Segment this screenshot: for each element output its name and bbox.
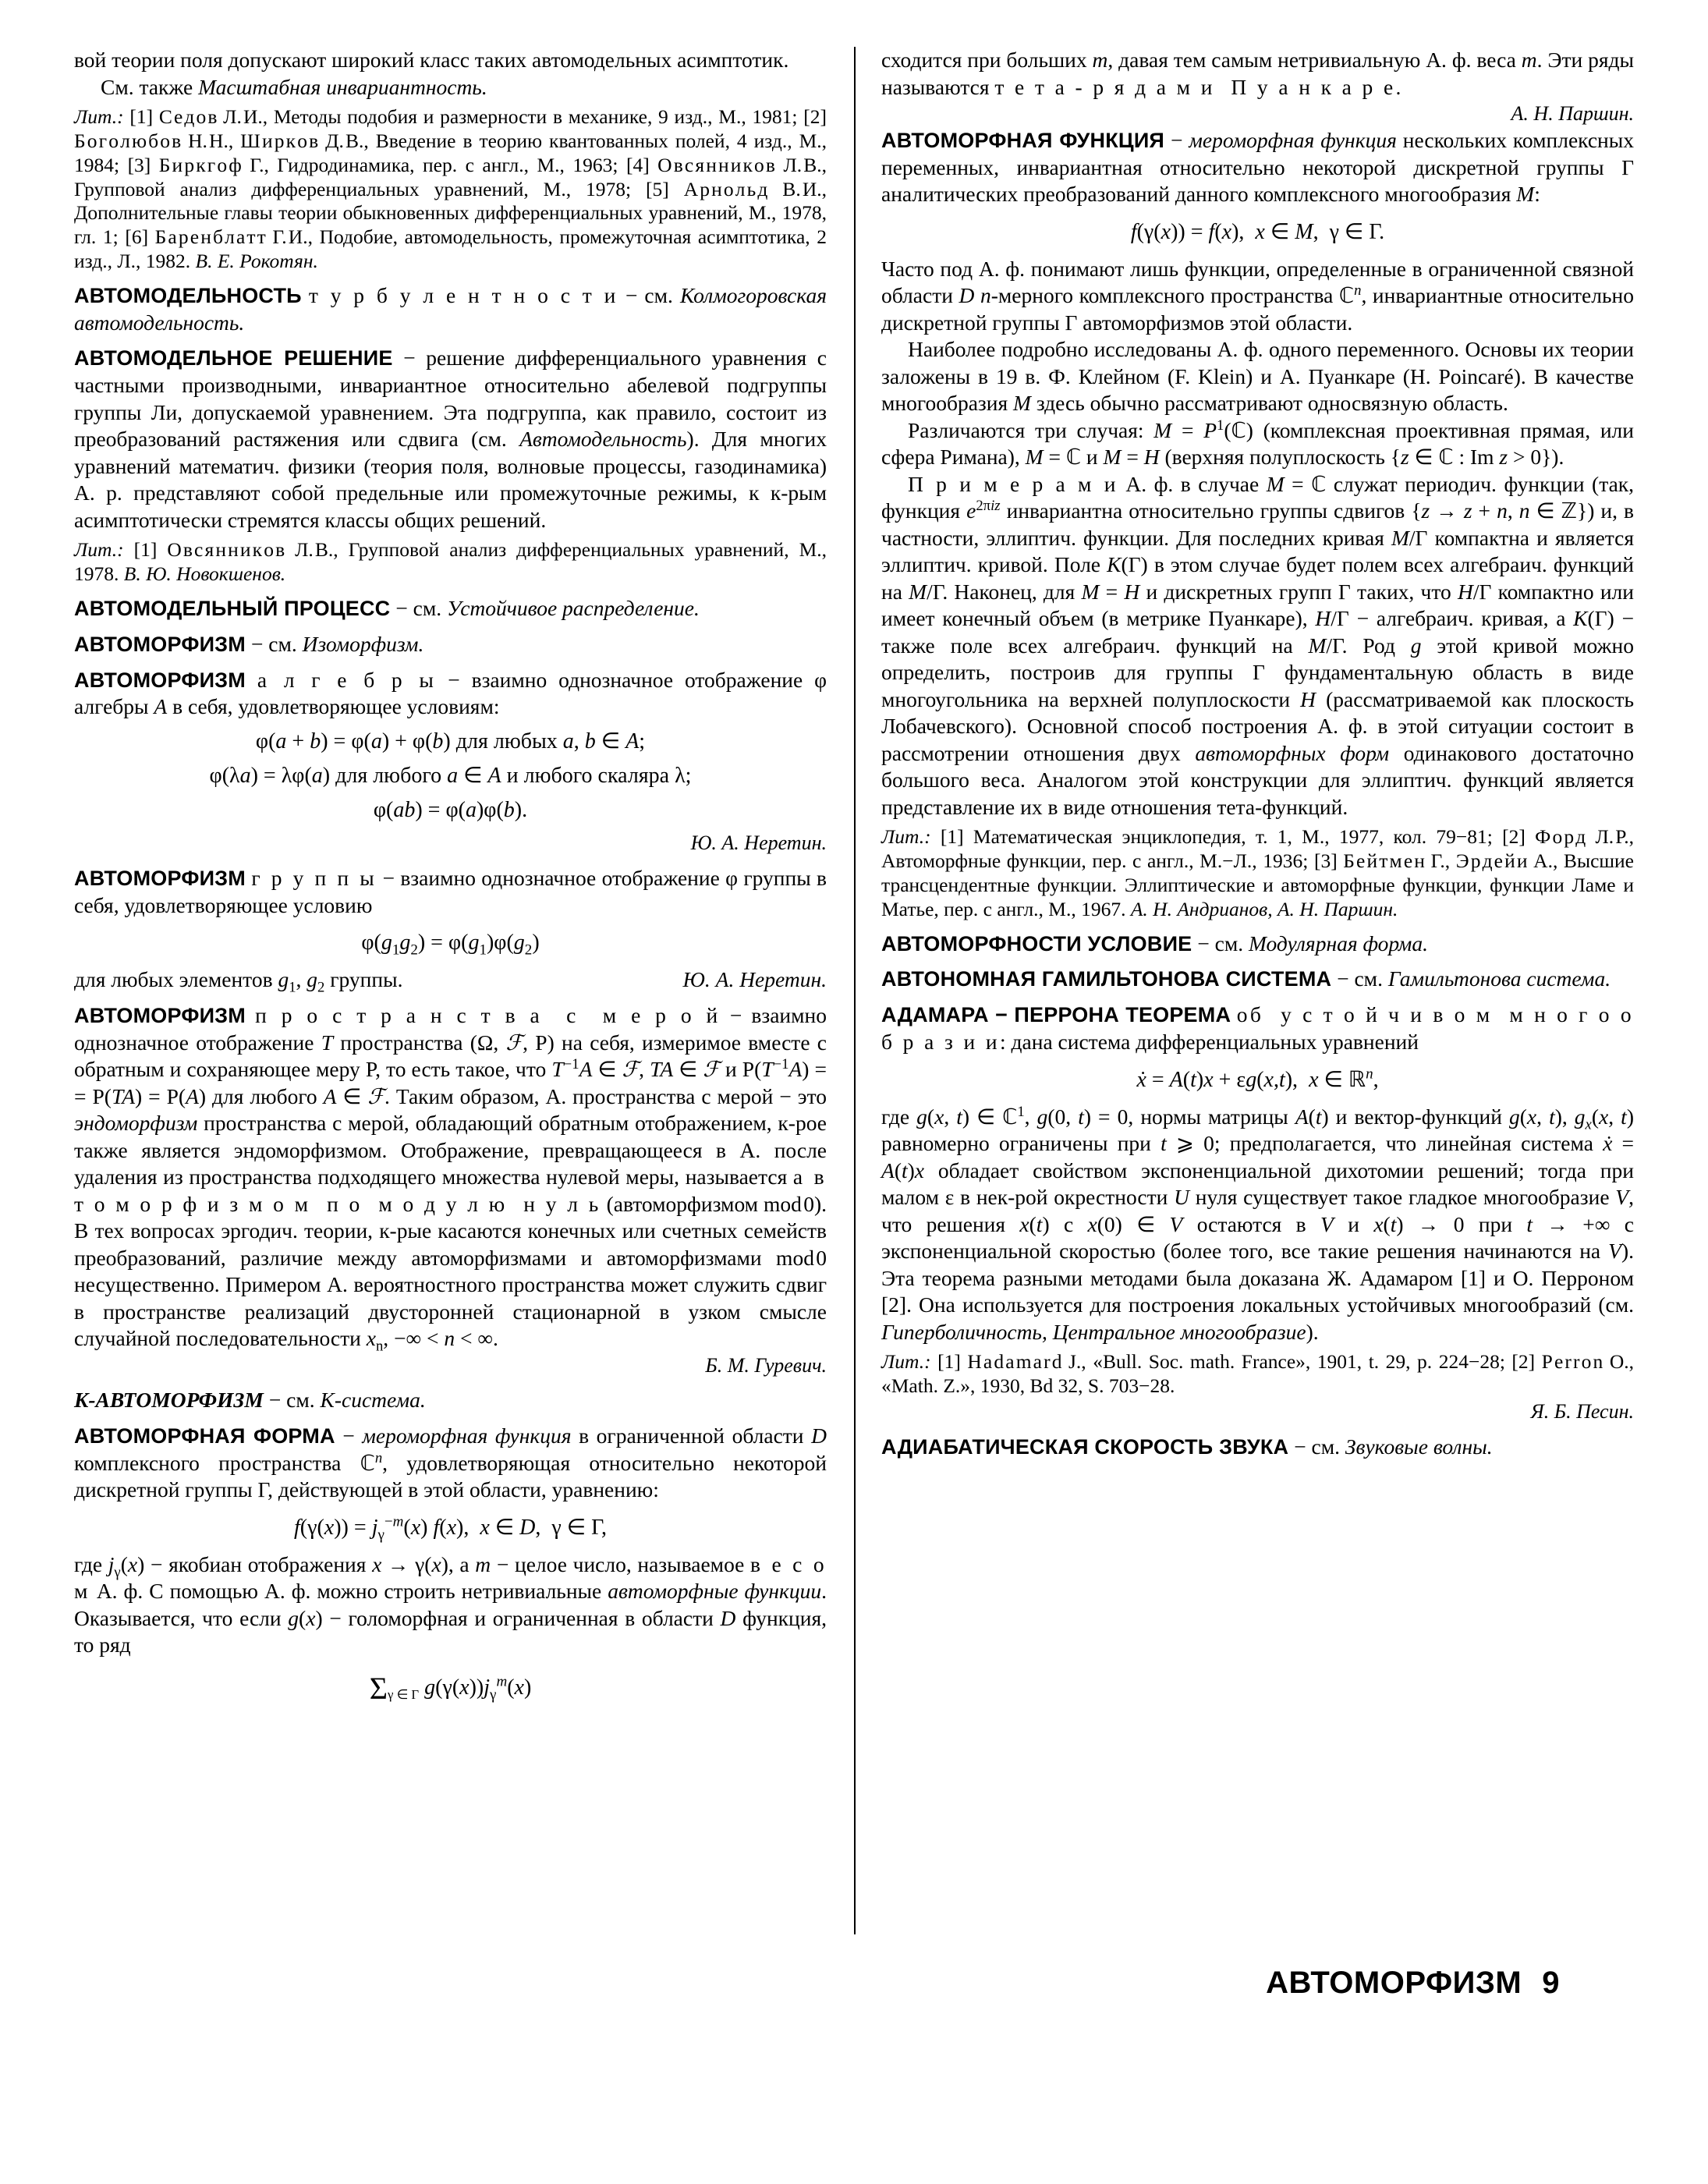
literature-author-1: В. Е. Рокотян. bbox=[195, 250, 318, 273]
entry-headword: АВТОМОДЕЛЬНОЕ РЕШЕНИЕ bbox=[74, 346, 393, 370]
paragraph-three-cases: Различаются три случая: $M = P^1(ℂ)$ (комплексная проективная прямая, или сфера Римана), M = ℂ и M = H (верхняя полуплоскость {z ∈ ℂ : Im z > 0}). bbox=[881, 417, 1634, 470]
entry-avtomodelny-process: АВТОМОДЕЛЬНЫЙ ПРОЦЕСС − см. Устойчивое распределение. bbox=[74, 595, 700, 620]
formula-poincare-series: $\Sigma_{\gamma \in \Gamma}$ $g(\gamma(x))j_\gamma^m(x)$ bbox=[369, 1670, 532, 1706]
entry-headword: АДАМАРА − ПЕРРОНА ТЕОРЕМА bbox=[881, 1003, 1231, 1027]
entry-headword: АВТОМОРФИЗМ bbox=[74, 668, 246, 692]
literature-author-right-2: Я. Б. Песин. bbox=[1530, 1399, 1634, 1423]
entry-tail-automorphic-form: где $j_\gamma(x)$ − якобиан отображения x → γ(x), а m − целое число, называемое в е с о м А. ф. С помощью А. ф. можно строить нетривиальные автоморфные функции. Оказывается, что если g(x) − голоморфная и ограниченная в области D функция, то ряд bbox=[74, 1551, 827, 1658]
two-column-layout bbox=[74, 47, 1634, 2106]
entry-avtomorfnosti-uslovie: АВТОМОРФНОСТИ УСЛОВИЕ − см. Модулярная форма. bbox=[881, 931, 1428, 956]
paragraph-domain-d: Часто под А. ф. понимают лишь функции, определенные в ограниченной связной области D n-мерного комплексного пространства ℂ$^n$, инвариантные относительно дискретной группы Γ автоморфизмов этой области. bbox=[881, 256, 1634, 335]
entry-subhead: п р о с т р а н с т в а с м е р о й bbox=[255, 1002, 721, 1027]
entry-headword: АВТОНОМНАЯ ГАМИЛЬТОНОВА СИСТЕМА bbox=[881, 967, 1332, 991]
entry-headword-italic: K-АВТОМОРФИЗМ bbox=[74, 1388, 264, 1413]
continuation-paragraph: вой теории поля допускают широкий класс таких автомодельных асимптотик. bbox=[74, 48, 789, 72]
entry-avtomorfnaya-funkciya: АВТОМОРФНАЯ ФУНКЦИЯ − мероморфная функция нескольких комплексных переменных, инвариантная относительно некоторой дискретной группы Γ аналитических преобразований данного комплексного многообразия M: bbox=[881, 127, 1634, 206]
entry-headword: АВТОМОРФИЗМ bbox=[74, 1003, 246, 1027]
literature-block-right-1: Лит.: [1] Математическая энциклопедия, т. 1, М., 1977, кол. 79−81; [2] Ф о р д Л. Р., Автоморфные функции, пер. с англ., М.−Л., 1936; [3] Б е й т м е н Г., Э р д е й и А., Высшие трансцендентные функции. Эллиптические и автоморфные функции, функции Ламе и Матье, пер. с англ., М., 1967. А. Н. Андрианов, А. Н. Паршин. bbox=[881, 825, 1634, 920]
entry-author-neretin-1: Ю. А. Неретин. bbox=[690, 831, 827, 855]
right-column bbox=[881, 47, 1634, 1460]
cross-reference: Гиперболичность, Центральное многообразие bbox=[881, 1319, 1306, 1344]
literature-author-2: В. Ю. Новокшенов. bbox=[123, 562, 286, 585]
cross-reference: Звуковые волны. bbox=[1345, 1434, 1493, 1459]
formula-group-automorphism: $\varphi(g_1g_2) = \varphi(g_1)\varphi(g_2)$ bbox=[361, 931, 540, 959]
cross-reference: Колмогоровская автомодельность. bbox=[74, 282, 827, 335]
entry-author-gurevich: Б. М. Гуревич. bbox=[705, 1353, 827, 1377]
entry-headword: АВТОМОДЕЛЬНОСТЬ bbox=[74, 283, 302, 307]
formula-hadamard-perron: ẋ = A(t)x + εg(x,t), x ∈ ℝ$^n$, bbox=[1136, 1065, 1379, 1092]
continuation-paragraph-right: сходится при больших m, давая тем самым нетривиальную А. ф. веса m. Эти ряды называются т е т а - р я д а м и П у а н к а р е. bbox=[881, 48, 1635, 99]
formula-automorphism-scalar: φ(λa) = λφ(a) для любого a ∈ A и любого скаляра λ; bbox=[209, 764, 692, 789]
cross-reference: Изоморфизм. bbox=[302, 631, 424, 656]
entry-tail-group: для любых элементов $g_1$, $g_2$ группы. Ю. А. Неретин. bbox=[74, 967, 827, 996]
entry-avtomodelnost-turbulentnosti: АВТОМОДЕЛЬНОСТЬ т у р б у л е н т н о с т и − см. Колмогоровская автомодельность. bbox=[74, 282, 827, 335]
entry-subhead: об у с т о й ч и в о м м н о г о о б р а з и и bbox=[881, 1002, 1634, 1055]
cross-reference: Модулярная форма. bbox=[1249, 931, 1428, 956]
entry-subhead: г р у п п ы bbox=[251, 865, 377, 890]
formula-automorphic-form: $f(\gamma(x)) = j_\gamma^{-m}(x)$ f(x), x ∈ D, γ ∈ Γ, bbox=[293, 1513, 607, 1544]
formula-automorphic-function: f(γ(x)) = f(x), x ∈ M, γ ∈ Γ. bbox=[1130, 219, 1385, 244]
formula-automorphism-multiplicative: φ(ab) = φ(a)φ(b). bbox=[373, 798, 528, 823]
paragraph-one-variable: Наиболее подробно исследованы А. ф. одного переменного. Основы их теории заложены в 19 в. Ф. Клейном (F. Klein) и А. Пуанкаре (H. Poincaré). В качестве многообразия M здесь обычно рассматривают односвязную область. bbox=[881, 337, 1634, 416]
entry-adamara-perrona-teorema: АДАМАРА − ПЕРРОНА ТЕОРЕМА об у с т о й ч и в о м м н о г о о б р а з и и: дана система дифференциальных уравнений bbox=[881, 1002, 1634, 1055]
entry-avtomorfizm-algebry: АВТОМОРФИЗМ а л г е б р ы − взаимно однозначное отображение φ алгебры A в себя, удовлетворяющее условиям: bbox=[74, 667, 827, 719]
cross-reference: Устойчивое распределение. bbox=[446, 595, 700, 620]
entry-avtomorfizm-gruppy: АВТОМОРФИЗМ г р у п п ы − взаимно однозначное отображение φ группы в себя, удовлетворяющее условию bbox=[74, 865, 827, 917]
entry-avtonomnaya-gamiltonova-sistema: АВТОНОМНАЯ ГАМИЛЬТОНОВА СИСТЕМА − см. Гамильтонова система. bbox=[881, 966, 1611, 991]
page-footer bbox=[807, 1966, 1560, 2001]
entry-headword: АВТОМОРФИЗМ bbox=[74, 632, 246, 656]
entry-avtomorfizm-1: АВТОМОРФИЗМ − см. Изоморфизм. bbox=[74, 631, 424, 656]
entry-adiabaticheskaya-skorost-zvuka: АДИАБАТИЧЕСКАЯ СКОРОСТЬ ЗВУКА − см. Звуковые волны. bbox=[881, 1434, 1493, 1459]
cross-reference: K-система. bbox=[320, 1388, 426, 1413]
entry-avtomorfnaya-forma: АВТОМОРФНАЯ ФОРМА − мероморфная функция в ограниченной области D комплексного пространства ℂ$^n$, удовлетворяющая относительно некоторой дискретной группы Γ, действующей в этой области, уравнению: bbox=[74, 1423, 827, 1502]
entry-headword: АВТОМОРФНАЯ ФОРМА bbox=[74, 1424, 335, 1448]
entry-tail-hadamard-perron: где g(x, t) ∈ ℂ$^1$, g(0, t) = 0, нормы матрицы A(t) и вектор-функций g(x, t), $g_x(x$, t) равномерно ограничены при t ⩾ 0; предполагается, что линейная система ẋ = A(t)x обладает свойством экспоненциальной дихотомии решений; тогда при малом ε в нек-рой окрестности U нуля существует такое гладкое многообразие V, что решения x(t) с x(0) ∈ V остаются в V и x(t) → 0 при t → +∞ с экспоненциальной скоростью (более того, все такие решения начинаются на V). Эта теорема разными методами была доказана Ж. Адамаром [1] и О. Перроном [2]. Она используется для построения локальных устойчивых многообразий (см. Гиперболичность, Центральное многообразие). bbox=[881, 1103, 1635, 1344]
page-number: 9 bbox=[1542, 1966, 1560, 2000]
column-divider bbox=[854, 47, 856, 1934]
entry-headword: АВТОМОРФНАЯ ФУНКЦИЯ bbox=[881, 128, 1165, 152]
footer-headword: АВТОМОРФИЗМ bbox=[1266, 1966, 1522, 2000]
paragraph-examples: П р и м е р а м и А. ф. в случае M = ℂ служат периодич. функции (так, функция $e^{2\pi iz}$ инвариантна относительно группы сдвигов {z → z + n, n ∈ ℤ}) и, в частности, эллиптич. функции. Для последних кривая M/Γ компактна и является эллиптич. кривой. Поле K(Γ) в этом случае будет полем всех алгебраич. функций на M/Γ. Наконец, для M = H и дискретных групп Γ таких, что H/Γ компактно или имеет конечный объем (в метрике Пуанкаре), H/Γ − алгебраич. кривая, а K(Γ) − также поле всех алгебраич. функций на M/Γ. Род g этой кривой можно определить, построив для группы Γ фундаментальную область в виде многоугольника на верхней полуплоскости H (рассматриваемой как плоскость Лобачевского). Основной способ построения А. ф. в этой ситуации состоит в рассмотрении отношения двух автоморфных форм одинакового достаточно большого веса. Аналогом этой конструкции для эллиптич. функций является представление их в виде отношения тета-функций. bbox=[881, 471, 1635, 819]
literature-block-1: Лит.: [1] С е д о в Л. И., Методы подобия и размерности в механике, 9 изд., М., 1981; [2] Б о г о л ю б о в Н. Н., Ш и р к о в Д. В., Введение в теорию квантованных полей, 4 изд., М., 1984; [3] Б и р к г о ф Г., Гидродинамика, пер. с англ., М., 1963; [4] О в с я н н и к о в Л. В., Групповой анализ дифференциальных уравнений, М., 1978; [5] А р н о л ь д В. И., Дополнительные главы теории обыкновенных дифференциальных уравнений, М., 1978, гл. 1; [6] Б а р е н б л а т т Г. И., Подобие, автомодельность, промежуточная асимптотика, 2 изд., Л., 1982. В. Е. Рокотян. bbox=[74, 105, 827, 273]
entry-k-avtomorfizm: K-АВТОМОРФИЗМ − см. K-система. bbox=[74, 1388, 426, 1413]
literature-author-right-1: А. Н. Андрианов, А. Н. Паршин. bbox=[1130, 897, 1398, 920]
entry-headword: АВТОМОРФНОСТИ УСЛОВИЕ bbox=[881, 931, 1192, 956]
entry-avtomodelnoe-reshenie: АВТОМОДЕЛЬНОЕ РЕШЕНИЕ − решение дифференциального уравнения с частными производными, инвариантное относительно абелевой подгруппы группы Ли, допускаемой уравнением. Эта подгруппа, как правило, состоит из преобразований растяжения или сдвига (см. Автомодельность). Для многих уравнений математич. физики (теория поля, волновые процессы, газодинамика) А. р. представляют собой предельные или промежуточные режимы, к к-рым асимптотически стремятся классы общих решений. bbox=[74, 346, 827, 532]
entry-headword: АВТОМОРФИЗМ bbox=[74, 866, 246, 890]
cross-reference: Гамильтонова система. bbox=[1387, 966, 1611, 991]
left-column bbox=[74, 47, 827, 1718]
cross-reference: Автомодельность bbox=[519, 427, 687, 452]
entry-subhead: т у р б у л е н т н о с т и bbox=[308, 282, 618, 307]
entry-author-neretin-2: Ю. А. Неретин. bbox=[682, 967, 827, 992]
continuation-author: А. Н. Паршин. bbox=[1511, 102, 1634, 125]
entry-subhead: а л г е б р ы bbox=[257, 667, 437, 692]
literature-block-2: Лит.: [1] О в с я н н и к о в Л. В., Групповой анализ дифференциальных уравнений, М., 1978. В. Ю. Новокшенов. bbox=[74, 538, 827, 585]
entry-headword: АВТОМОДЕЛЬНЫЙ ПРОЦЕСС bbox=[74, 596, 391, 620]
see-also-line: См. также Масштабная инвариантность. bbox=[101, 74, 487, 99]
entry-headword: АДИАБАТИЧЕСКАЯ СКОРОСТЬ ЗВУКА bbox=[881, 1434, 1289, 1459]
formula-automorphism-additive: φ(a + b) = φ(a) + φ(b) для любых a, b ∈ A; bbox=[255, 729, 646, 753]
entry-avtomorfizm-prostranstva-s-meroi: АВТОМОРФИЗМ п р о с т р а н с т в а с м е р о й − взаимно однозначное отображение T пространства (Ω, ℱ, P) на себя, измеримое вместе с обратным и сохраняющее меру P, то есть такое, что $T^{-1}A$ ∈ ℱ, TA ∈ ℱ и $P(T^{-1}A)$ = = P(TA) = P(A) для любого A ∈ ℱ. Таким образом, А. пространства с мерой − это эндоморфизм пространства с мерой, обладающий обратным отображением, к-рое также является эндоморфизмом. Отображение, превращающееся в А. после удаления из пространства подходящего множества нулевой меры, называется а в т о м о р ф и з м о м п о м о д у л ю н у л ь (автоморфизмом mod 0). В тех вопросах эргодич. теории, к-рые касаются конечных или счетных семейств преобразований, различие между автоморфизмами и автоморфизмами mod 0 несущественно. Примером А. вероятностного пространства может служить сдвиг в пространстве реализаций двусторонней стационарной в узком смысле случайной последовательности $x_n$, −∞ < n < ∞. bbox=[74, 1002, 827, 1355]
literature-block-right-2: Лит.: [1] H a d a m a r d J., «Bull. Soc. math. France», 1901, t. 29, p. 224−28; [2] P e r r o n O., «Math. Z.», 1930, Bd 32, S. 703−28. bbox=[881, 1350, 1634, 1398]
see-also-target: Масштабная инвариантность. bbox=[198, 74, 487, 99]
